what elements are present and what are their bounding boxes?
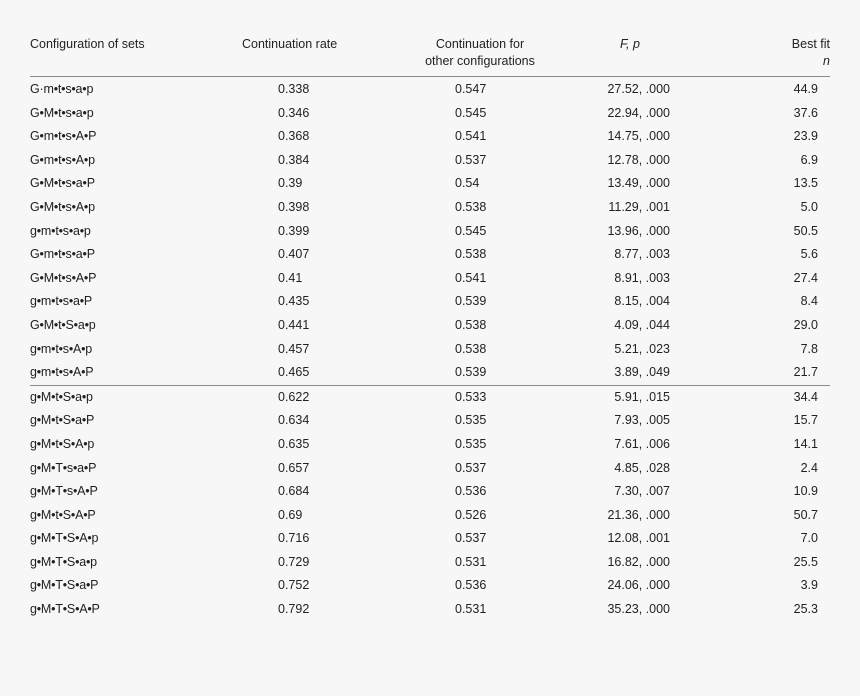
- table-row: [30, 574, 830, 598]
- cell-continuation-rate: 0.716: [278, 531, 310, 546]
- cell-best-fit-n: 15.7: [793, 413, 818, 428]
- cell-continuation-other: 0.547: [455, 82, 487, 96]
- cell-configuration: G·m•t•s•a•p: [30, 82, 94, 96]
- cell-f-p: 12.78, .000: [607, 152, 670, 167]
- cell-f-p: 21.36, .000: [607, 507, 670, 522]
- cell-best-fit-n: 3.9: [800, 578, 818, 593]
- cell-continuation-rate: 0.634: [278, 413, 310, 428]
- cell-configuration: G•m•t•s•A•p: [30, 152, 95, 167]
- cell-continuation-rate: 0.399: [278, 223, 310, 238]
- cell-continuation-other: 0.539: [455, 294, 487, 309]
- header-continuation-other-line2: other configurations: [425, 54, 535, 68]
- header-configuration: Configuration of sets: [30, 37, 145, 51]
- cell-configuration: G•M•t•s•a•p: [30, 105, 94, 120]
- cell-continuation-rate: 0.465: [278, 365, 310, 380]
- cell-best-fit-n: 44.9: [793, 82, 818, 96]
- cell-best-fit-n: 50.7: [793, 507, 818, 522]
- cell-continuation-rate: 0.457: [278, 341, 310, 356]
- table-row: [30, 267, 830, 291]
- cell-continuation-rate: 0.435: [278, 294, 310, 309]
- cell-best-fit-n: 25.5: [793, 554, 818, 569]
- cell-best-fit-n: 23.9: [793, 129, 818, 144]
- cell-continuation-rate: 0.792: [278, 602, 310, 617]
- cell-best-fit-n: 29.0: [793, 317, 818, 332]
- cell-continuation-rate: 0.635: [278, 436, 310, 451]
- table-row: [30, 361, 830, 385]
- cell-continuation-other: 0.538: [455, 341, 487, 356]
- table-row: [30, 314, 830, 338]
- cell-continuation-other: 0.538: [455, 199, 487, 214]
- cell-configuration: G•M•t•s•A•p: [30, 199, 95, 214]
- cell-continuation-other: 0.539: [455, 365, 487, 380]
- cell-continuation-other: 0.537: [455, 460, 487, 475]
- cell-configuration: g•M•t•S•A•p: [30, 436, 95, 451]
- header-best-fit-line2: n: [823, 54, 830, 68]
- cell-f-p: 4.85, .028: [614, 460, 670, 475]
- table-row: [30, 125, 830, 149]
- cell-continuation-other: 0.545: [455, 105, 487, 120]
- cell-best-fit-n: 7.0: [800, 531, 818, 546]
- cell-continuation-other: 0.535: [455, 436, 487, 451]
- cell-f-p: 35.23, .000: [607, 602, 670, 617]
- cell-configuration: g•M•T•S•A•p: [30, 531, 99, 546]
- table-row: [30, 527, 830, 551]
- cell-continuation-rate: 0.729: [278, 554, 310, 569]
- header-best-fit-line1: Best fit: [791, 37, 830, 51]
- cell-f-p: 8.77, .003: [614, 247, 670, 262]
- cell-best-fit-n: 13.5: [793, 176, 818, 191]
- cell-continuation-rate: 0.384: [278, 152, 310, 167]
- cell-continuation-other: 0.536: [455, 484, 487, 499]
- cell-f-p: 7.30, .007: [614, 484, 670, 499]
- table-row: [30, 504, 830, 528]
- cell-best-fit-n: 37.6: [793, 105, 818, 120]
- header-continuation-rate: Continuation rate: [242, 37, 338, 51]
- cell-continuation-other: 0.531: [455, 554, 487, 569]
- cell-continuation-rate: 0.346: [278, 105, 310, 120]
- cell-f-p: 5.21, .023: [614, 341, 670, 356]
- cell-continuation-other: 0.535: [455, 413, 487, 428]
- cell-f-p: 14.75, .000: [607, 129, 670, 144]
- table-row: [30, 243, 830, 267]
- cell-configuration: G•M•t•s•A•P: [30, 270, 97, 285]
- table-row: [30, 598, 830, 622]
- cell-continuation-rate: 0.752: [278, 578, 310, 593]
- cell-best-fit-n: 25.3: [793, 602, 818, 617]
- cell-continuation-rate: 0.41: [278, 270, 303, 285]
- cell-best-fit-n: 8.4: [800, 294, 818, 309]
- cell-configuration: g•m•t•s•a•P: [30, 294, 93, 309]
- cell-best-fit-n: 27.4: [793, 270, 818, 285]
- cell-f-p: 16.82, .000: [607, 554, 670, 569]
- cell-continuation-rate: 0.368: [278, 129, 310, 144]
- header-continuation-other: [395, 36, 565, 70]
- cell-continuation-rate: 0.69: [278, 507, 303, 522]
- cell-best-fit-n: 5.0: [800, 199, 818, 214]
- cell-configuration: g•M•T•s•A•P: [30, 484, 98, 499]
- cell-configuration: G•m•t•s•A•P: [30, 129, 97, 144]
- cell-configuration: g•M•T•S•a•P: [30, 578, 99, 593]
- cell-continuation-rate: 0.407: [278, 247, 310, 262]
- table-row: [30, 172, 830, 196]
- cell-best-fit-n: 34.4: [793, 389, 818, 404]
- cell-continuation-other: 0.533: [455, 389, 487, 404]
- cell-continuation-rate: 0.39: [278, 176, 303, 191]
- cell-continuation-rate: 0.657: [278, 460, 310, 475]
- cell-configuration: g•M•T•S•A•P: [30, 602, 100, 617]
- cell-best-fit-n: 14.1: [793, 436, 818, 451]
- table-row: [30, 102, 830, 126]
- cell-configuration: g•M•t•S•a•p: [30, 389, 93, 404]
- cell-f-p: 7.93, .005: [614, 413, 670, 428]
- header-rule: [30, 76, 830, 77]
- cell-f-p: 22.94, .000: [607, 105, 670, 120]
- cell-configuration: g•M•T•S•a•p: [30, 554, 97, 569]
- table-row: [30, 149, 830, 173]
- cell-continuation-rate: 0.622: [278, 389, 310, 404]
- cell-configuration: g•M•t•S•A•P: [30, 507, 96, 522]
- cell-continuation-other: 0.537: [455, 531, 487, 546]
- table-row: [30, 220, 830, 244]
- header-best-fit: [792, 36, 830, 70]
- cell-configuration: g•M•t•S•a•P: [30, 413, 95, 428]
- cell-best-fit-n: 21.7: [793, 365, 818, 380]
- header-f-p: F, p: [620, 37, 640, 51]
- cell-f-p: 8.91, .003: [614, 270, 670, 285]
- cell-continuation-other: 0.541: [455, 129, 487, 144]
- cell-continuation-other: 0.545: [455, 223, 487, 238]
- cell-f-p: 27.52, .000: [607, 82, 670, 96]
- table-row: [30, 196, 830, 220]
- table-row: [30, 457, 830, 481]
- cell-f-p: 5.91, .015: [614, 389, 670, 404]
- cell-configuration: g•m•t•s•A•p: [30, 341, 93, 356]
- table-body: [30, 78, 830, 622]
- table-row: [30, 290, 830, 314]
- cell-configuration: G•M•t•S•a•p: [30, 317, 96, 332]
- cell-f-p: 8.15, .004: [614, 294, 670, 309]
- table-row: [30, 78, 830, 102]
- cell-f-p: 24.06, .000: [607, 578, 670, 593]
- cell-f-p: 12.08, .001: [607, 531, 670, 546]
- cell-f-p: 11.29, .001: [608, 199, 670, 214]
- table-row: [30, 338, 830, 362]
- cell-continuation-other: 0.536: [455, 578, 487, 593]
- cell-continuation-other: 0.538: [455, 247, 487, 262]
- cell-continuation-other: 0.541: [455, 270, 487, 285]
- cell-configuration: g•m•t•s•a•p: [30, 223, 91, 238]
- cell-continuation-other: 0.54: [455, 176, 480, 191]
- cell-continuation-rate: 0.684: [278, 484, 310, 499]
- cell-configuration: G•m•t•s•a•P: [30, 247, 95, 262]
- cell-f-p: 4.09, .044: [614, 317, 670, 332]
- cell-continuation-other: 0.537: [455, 152, 487, 167]
- table-row: [30, 409, 830, 433]
- cell-continuation-rate: 0.338: [278, 82, 310, 96]
- table-row: [30, 551, 830, 575]
- cell-continuation-rate: 0.398: [278, 199, 310, 214]
- cell-configuration: g•M•T•s•a•P: [30, 460, 97, 475]
- cell-best-fit-n: 5.6: [800, 247, 818, 262]
- table-row: [30, 433, 830, 457]
- cell-best-fit-n: 10.9: [793, 484, 818, 499]
- cell-continuation-other: 0.538: [455, 317, 487, 332]
- cell-f-p: 13.96, .000: [607, 223, 670, 238]
- cell-continuation-other: 0.526: [455, 507, 487, 522]
- cell-f-p: 13.49, .000: [607, 176, 670, 191]
- cell-best-fit-n: 2.4: [800, 460, 818, 475]
- table-row: [30, 385, 830, 410]
- cell-configuration: G•M•t•s•a•P: [30, 176, 95, 191]
- cell-configuration: g•m•t•s•A•P: [30, 365, 94, 380]
- cell-best-fit-n: 6.9: [800, 152, 818, 167]
- cell-continuation-rate: 0.441: [278, 317, 310, 332]
- table-row: [30, 480, 830, 504]
- cell-f-p: 7.61, .006: [614, 436, 670, 451]
- cell-best-fit-n: 50.5: [793, 223, 818, 238]
- table-header: [30, 36, 830, 76]
- cell-f-p: 3.89, .049: [614, 365, 670, 380]
- cell-continuation-other: 0.531: [455, 602, 487, 617]
- cell-best-fit-n: 7.8: [800, 341, 818, 356]
- header-continuation-other-line1: Continuation for: [435, 37, 525, 51]
